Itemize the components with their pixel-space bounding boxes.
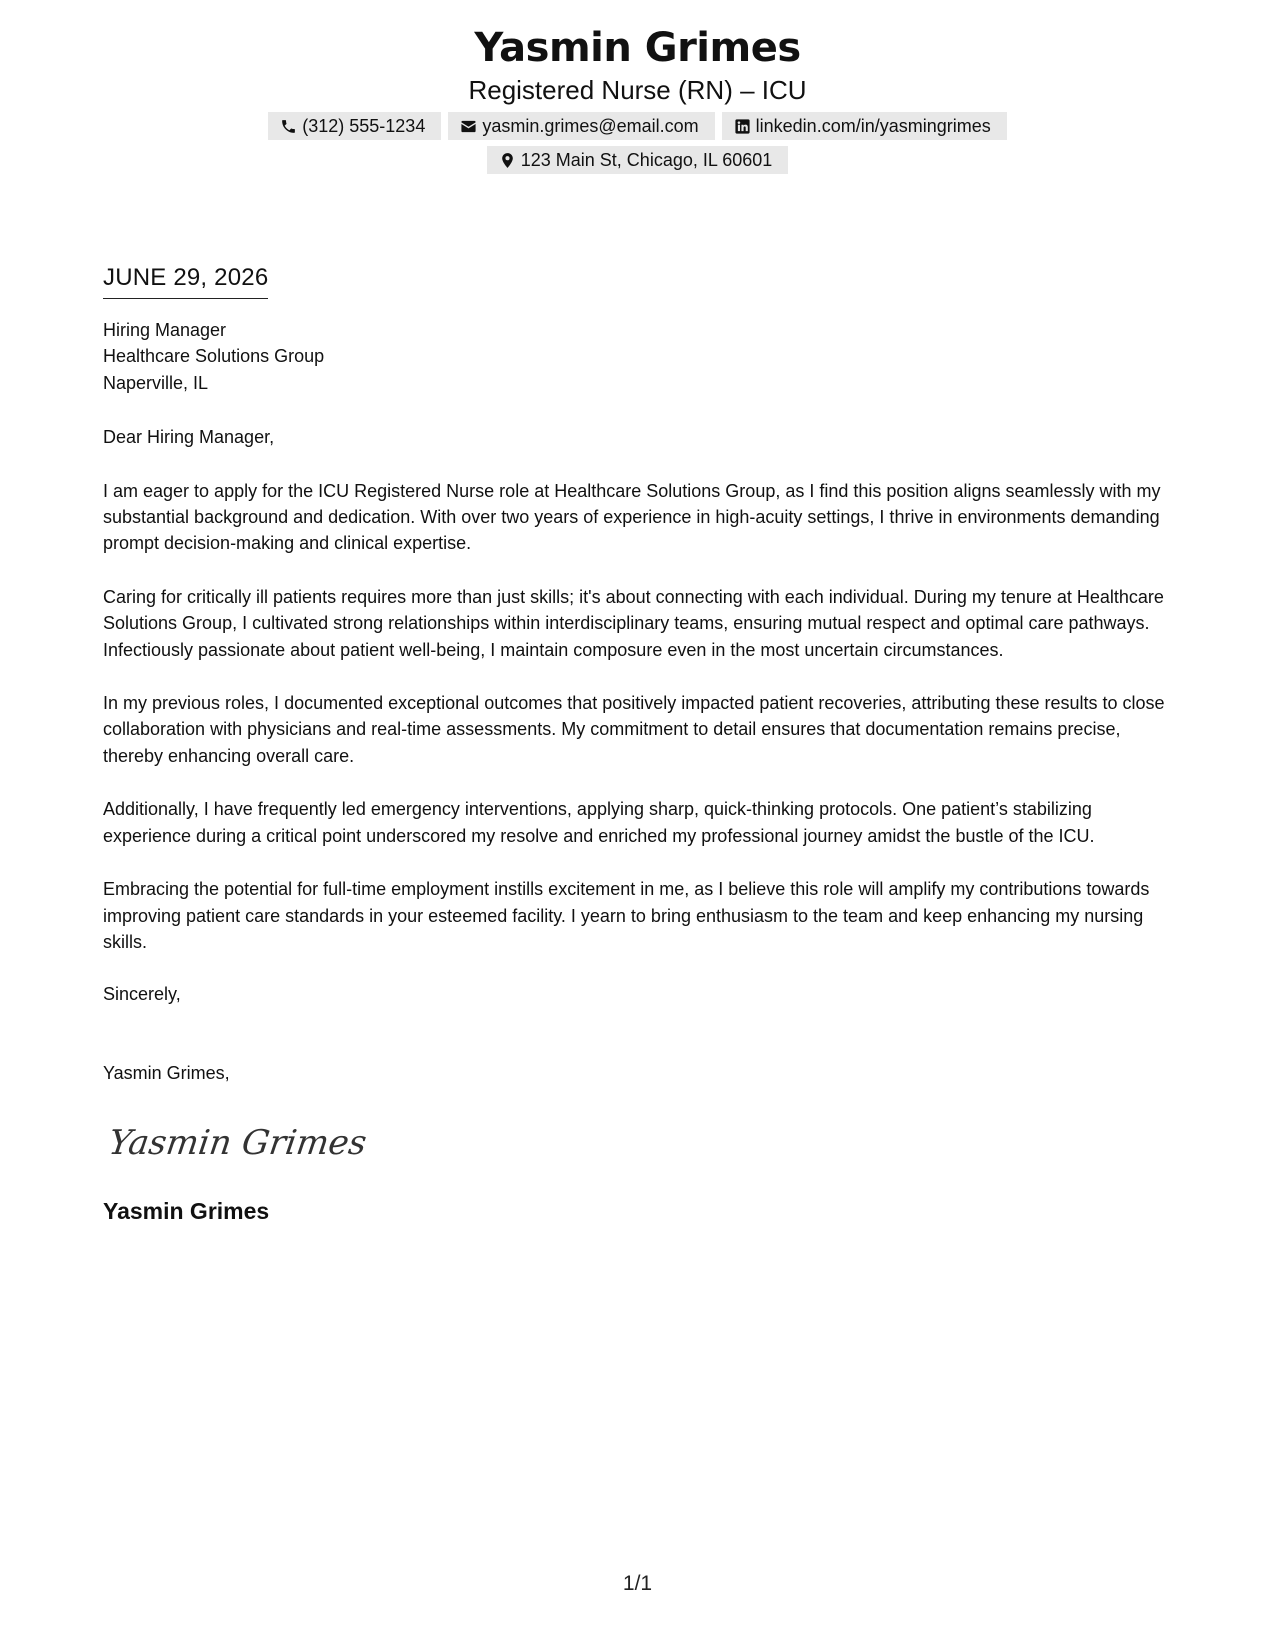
- paragraph-5: Embracing the potential for full-time employment instills excitement in me, as I believe this role will amplify my contributions towards improving patient care standards in your esteemed facility. I yearn to bring enthusiasm to the team and keep enhancing my nursing skills.: [103, 879, 1150, 952]
- job-title: Registered Nurse (RN) – ICU: [468, 75, 807, 105]
- letter-date: JUNE 29, 2026: [103, 262, 268, 299]
- signature-name: Yasmin Grimes: [103, 1197, 270, 1224]
- paragraph-2: Caring for critically ill patients requires more than just skills; it's about connecting with each individual. During my tenure at Healthcare Solutions Group, I cultivated strong relationships within interdisciplinary teams, ensuring mutual respect and optimal care pathways. Infectiously passionate about patient well-being, I maintain composure even in the most uncertain circumstances.: [103, 586, 1164, 660]
- linkedin-chip[interactable]: [722, 112, 1007, 140]
- linkedin-icon: [734, 118, 751, 135]
- email-text: yasmin.grimes@email.com: [482, 115, 699, 136]
- letter-body: [103, 262, 1178, 1226]
- address-text: 123 Main St, Chicago, IL 60601: [520, 149, 773, 170]
- linkedin-text: linkedin.com/in/yasmingrimes: [755, 115, 991, 136]
- recipient-location: Naperville, IL: [103, 372, 209, 393]
- closing-name: Yasmin Grimes,: [103, 1062, 230, 1083]
- envelope-icon: [460, 118, 477, 135]
- handwritten-signature: [109, 1114, 369, 1170]
- signature-text: Yasmin Grimes: [109, 1123, 369, 1164]
- phone-chip: [268, 112, 441, 140]
- email-chip[interactable]: [448, 112, 714, 140]
- closing: Sincerely,: [103, 984, 181, 1005]
- map-pin-icon: [499, 152, 516, 169]
- recipient-company: Healthcare Solutions Group: [103, 346, 325, 367]
- applicant-name: Yasmin Grimes: [474, 25, 801, 71]
- paragraph-1: I am eager to apply for the ICU Registered Nurse role at Healthcare Solutions Group, as I find this position aligns seamlessly with my substantial background and dedication. With over two years of experience in high-acuity settings, I thrive in environments demanding prompt decision-making and clinical expertise.: [103, 480, 1161, 554]
- contact-row-2: [0, 146, 1275, 174]
- page-number: 1/1: [622, 1572, 653, 1595]
- recipient-block: [103, 317, 1178, 396]
- recipient-name: Hiring Manager: [103, 320, 227, 340]
- phone-icon: [280, 118, 297, 135]
- paragraph-3: In my previous roles, I documented exceptional outcomes that positively impacted patient recoveries, attributing these results to close collaboration with physicians and real-time assessments. My commitment to detail ensures that documentation remains precise, thereby enhancing overall care.: [103, 693, 1165, 766]
- phone-text: (312) 555-1234: [302, 115, 426, 136]
- letter-header: [0, 22, 1275, 174]
- address-chip: [487, 146, 789, 174]
- salutation: Dear Hiring Manager,: [103, 427, 275, 448]
- contact-row-1: [0, 112, 1275, 140]
- paragraph-4: Additionally, I have frequently led emergency interventions, applying sharp, quick-thinking protocols. One patient’s stabilizing experience during a critical point underscored my resolve and enriched my professional journey amidst the bustle of the ICU.: [103, 799, 1095, 846]
